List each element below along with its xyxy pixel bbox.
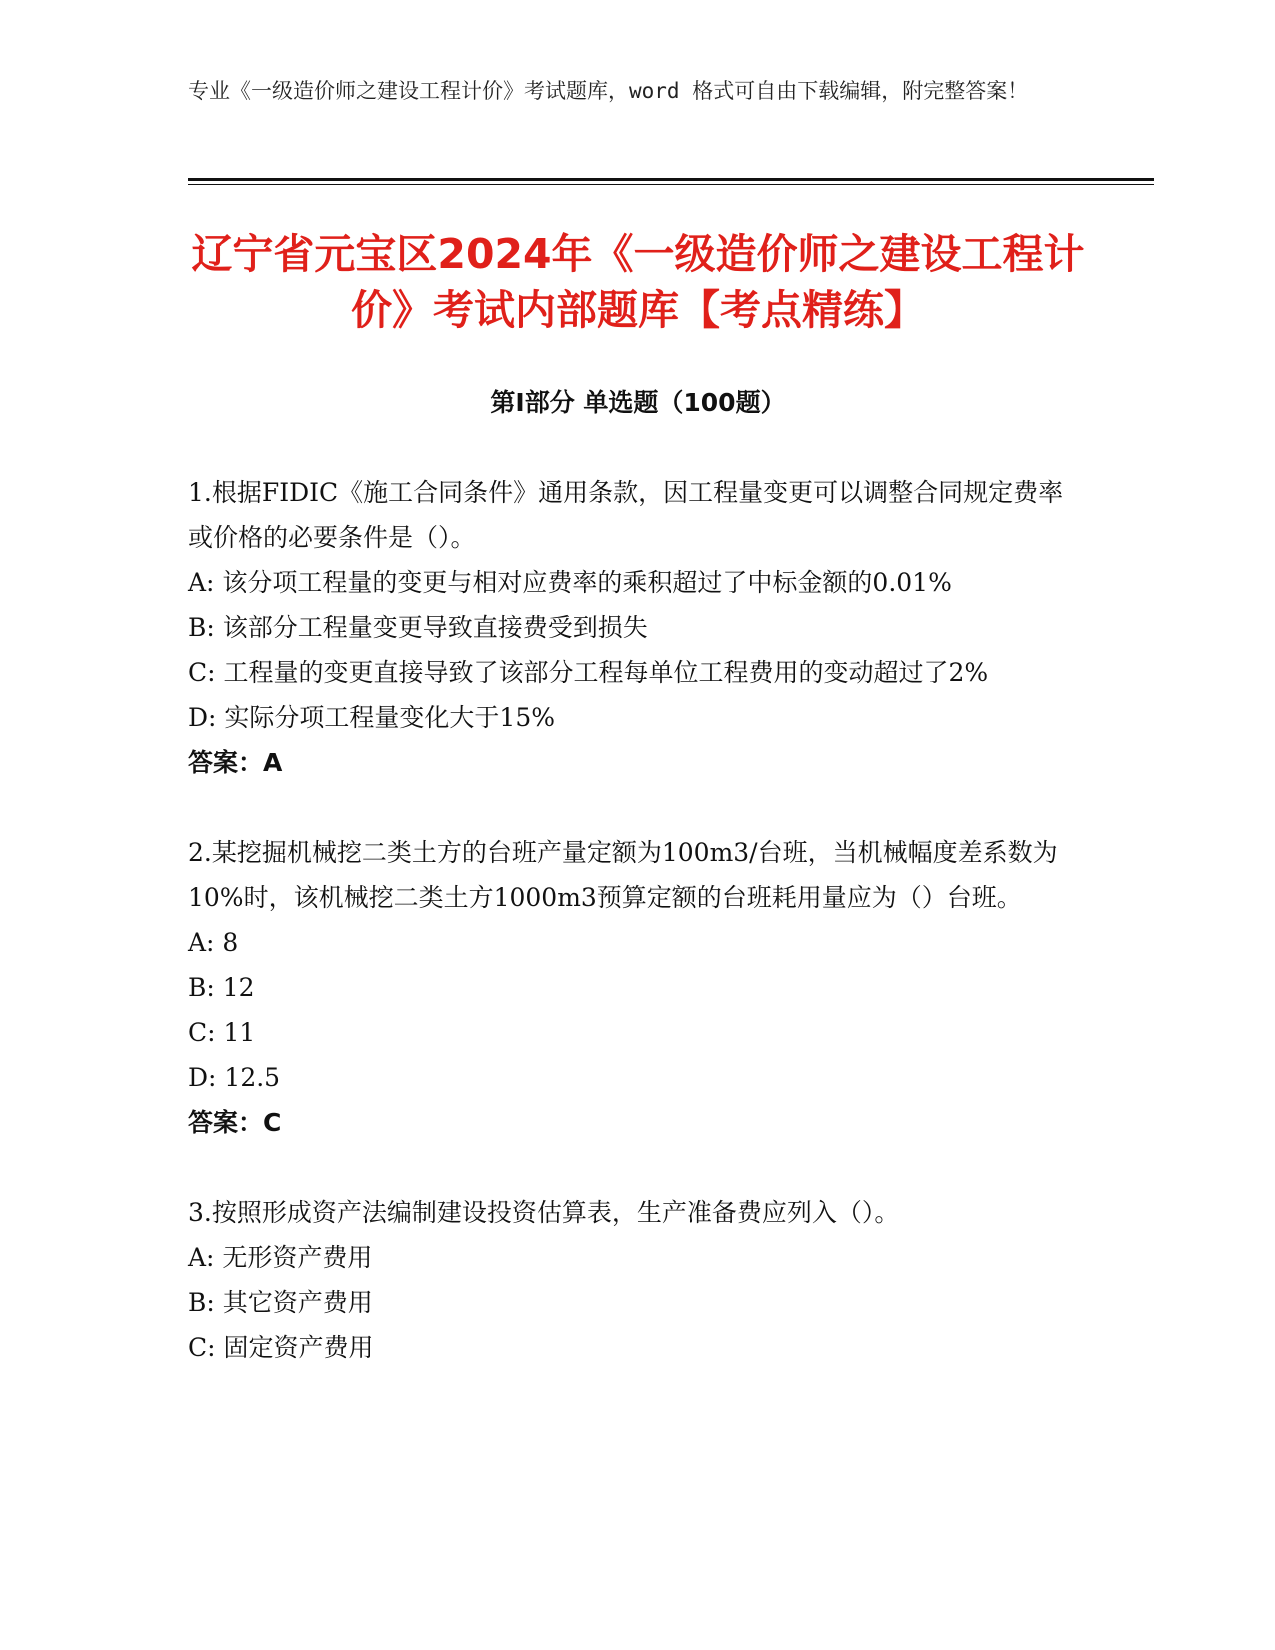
option-a: A: 该分项工程量的变更与相对应费率的乘积超过了中标金额的0.01%: [188, 568, 952, 597]
question-stem: 1.根据FIDIC《施工合同条件》通用条款，因工程量变更可以调整合同规定费率或价格的必要条件是（）。: [188, 478, 1064, 552]
option-b: B: 该部分工程量变更导致直接费受到损失: [188, 613, 648, 642]
question-stem: 3.按照形成资产法编制建设投资估算表，生产准备费应列入（）。: [188, 1198, 900, 1227]
option-c: C: 固定资产费用: [188, 1333, 374, 1362]
option-c: C: 11: [188, 1018, 256, 1047]
header-rule-thin: [188, 184, 1154, 185]
option-a: A: 无形资产费用: [188, 1243, 373, 1272]
option-b: B: 其它资产费用: [188, 1288, 373, 1317]
option-d: D: 12.5: [188, 1063, 281, 1092]
header-note: 专业《一级造价师之建设工程计价》考试题库，word 格式可自由下载编辑，附完整答案！: [188, 79, 1029, 103]
question-1: [188, 470, 1083, 785]
header-rule-thick: [188, 178, 1154, 181]
answer: 答案：A: [188, 748, 283, 777]
option-a: A: 8: [188, 928, 239, 957]
option-b: B: 12: [188, 973, 255, 1002]
document-title: 辽宁省元宝区2024年《一级造价师之建设工程计价》考试内部题库【考点精练】: [191, 230, 1085, 334]
question-2: [188, 830, 1083, 1145]
option-d: D: 实际分项工程量变化大于15%: [188, 703, 555, 732]
question-list: [188, 470, 1083, 1415]
answer: 答案：C: [188, 1108, 282, 1137]
question-stem: 2.某挖掘机械挖二类土方的台班产量定额为100m3/台班，当机械幅度差系数为10%时，该机械挖二类土方1000m3预算定额的台班耗用量应为（）台班。: [188, 838, 1058, 912]
section-title: 第I部分 单选题（100题）: [490, 388, 786, 417]
question-3: [188, 1190, 1083, 1370]
option-c: C: 工程量的变更直接导致了该部分工程每单位工程费用的变动超过了2%: [188, 658, 989, 687]
